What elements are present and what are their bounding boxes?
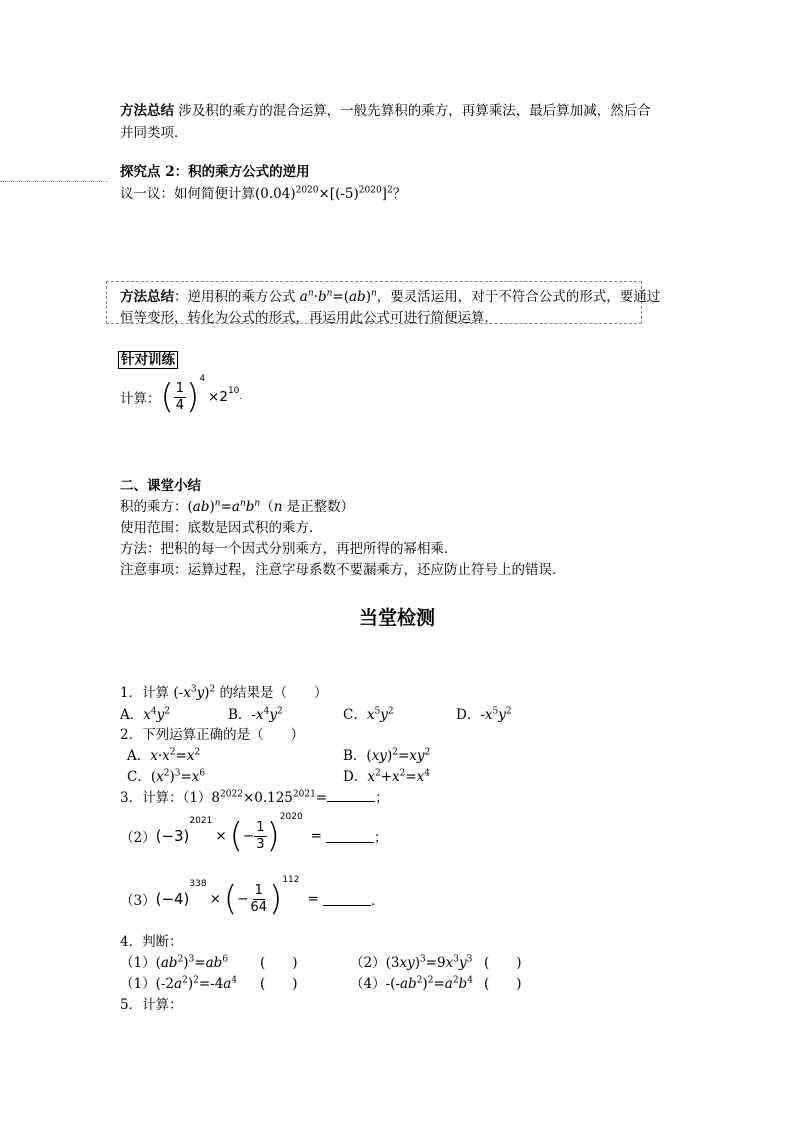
answer-blank[interactable] xyxy=(326,830,374,843)
method-summary-1 xyxy=(120,99,651,119)
question-2-stem: 2．下列运算正确的是（ ） xyxy=(120,727,305,743)
class-summary-title: 二、课堂小结 xyxy=(120,478,201,494)
class-summary-line1: 积的乘方：$(ab)^n=a^nb^n(n$ 是正整数） xyxy=(120,498,355,515)
question-1-option-d[interactable]: D．$-x^5y^2$ xyxy=(456,706,512,723)
question-1-stem: 1．计算 $(-x^3y)^2$ 的结果是（ ） xyxy=(120,684,328,701)
practice-label: 针对训练 xyxy=(118,348,178,368)
answer-blank[interactable] xyxy=(327,789,375,802)
question-4-item-1: $(1)(ab^2)^3=ab^6$ xyxy=(120,954,229,971)
question-4-answer-4[interactable]: ( ) xyxy=(484,976,522,992)
method-summary-text-line1: 涉及积的乘方的混合运算，一般先算积的乘方，再算乘法，最后算加减，然后合 xyxy=(174,103,651,119)
fraction-one-quarter: $\frac{1}{4}$ xyxy=(175,380,185,413)
class-summary-line3: 方法：把积的每一个因式分别乘方，再把所得的幂相乘． xyxy=(120,541,458,557)
question-5-stem: 5．计算： xyxy=(120,997,183,1013)
fraction-one-third: $\frac{1}{3}$ xyxy=(256,819,265,852)
question-4-answer-1[interactable]: ( ) xyxy=(260,955,298,971)
question-1-option-a[interactable]: A．$x^4y^2$ xyxy=(120,706,170,723)
question-4-answer-2[interactable]: ( ) xyxy=(484,955,522,971)
question-4-item-3: $(1)(-2a^2)^2=-4a^4$ xyxy=(120,975,238,992)
discuss-question: 议一议：如何简便计算$(0.04)^{2020}\times[(-5)^{2020}]^2$？ xyxy=(120,185,407,202)
question-3-part-2: （2） (−3) 2021 × ( − $\frac{1}{3}$ ) 2020 = ； xyxy=(120,812,388,856)
question-4-answer-3[interactable]: ( ) xyxy=(260,976,298,992)
question-4-item-4: $(4)-(-ab^2)^2=a^2b^4$ xyxy=(350,975,473,992)
question-3-part-1: 3．计算：$(1)8^{2022}\times 0.125^{2021}=$ ； xyxy=(120,789,389,806)
practice-expression: 计算： ( $\frac{1}{4}$ ) 4 ×2 10 . xyxy=(120,374,243,417)
fraction-one-sixty-fourth: $\frac{1}{64}$ xyxy=(250,882,268,915)
method-summary-text-line2: 并同类项． xyxy=(120,125,188,141)
method-summary-2-line1: 方法总结：逆用积的乘方公式 $a^n\cdot b^n=(ab)^n$，要灵活运用，对于不符合公式的形式，要通过 xyxy=(120,288,661,305)
question-2-option-d[interactable]: D．$x^2+x^2=x^4$ xyxy=(343,768,431,785)
class-summary-line2: 使用范围：底数是因式积的乘方． xyxy=(120,520,323,536)
divider-dotted xyxy=(0,181,108,182)
question-3-part-3: （3） (−4) 338 × ( − $\frac{1}{64}$ ) 112 = ． xyxy=(120,875,385,919)
question-1-option-c[interactable]: C．$x^5y^2$ xyxy=(343,706,394,723)
method-summary-label: 方法总结 xyxy=(120,103,174,119)
answer-blank[interactable] xyxy=(323,893,371,906)
question-2-option-a[interactable]: A．$x\cdot x^2=x^2$ xyxy=(127,747,201,764)
question-4-stem: 4．判断： xyxy=(120,934,183,950)
question-2-option-b[interactable]: B．$(xy)^2=xy^2$ xyxy=(343,747,431,764)
section-title: 当堂检测 xyxy=(358,607,435,629)
question-4-item-2: $(2)(3xy)^3=9x^3y^3$ xyxy=(350,954,473,971)
method-summary-2-line2: 恒等变形，转化为公式的形式，再运用此公式可进行简便运算． xyxy=(120,310,498,326)
question-1-option-b[interactable]: B．$-x^4y^2$ xyxy=(228,706,283,723)
question-2-option-c[interactable]: C．$(x^2)^3=x^6$ xyxy=(127,768,206,785)
explore-point-2-title: 探究点 2：积的乘方公式的逆用 xyxy=(120,164,310,180)
class-summary-line4: 注意事项：运算过程，注意字母系数不要漏乘方，还应防止符号上的错误． xyxy=(120,562,566,578)
